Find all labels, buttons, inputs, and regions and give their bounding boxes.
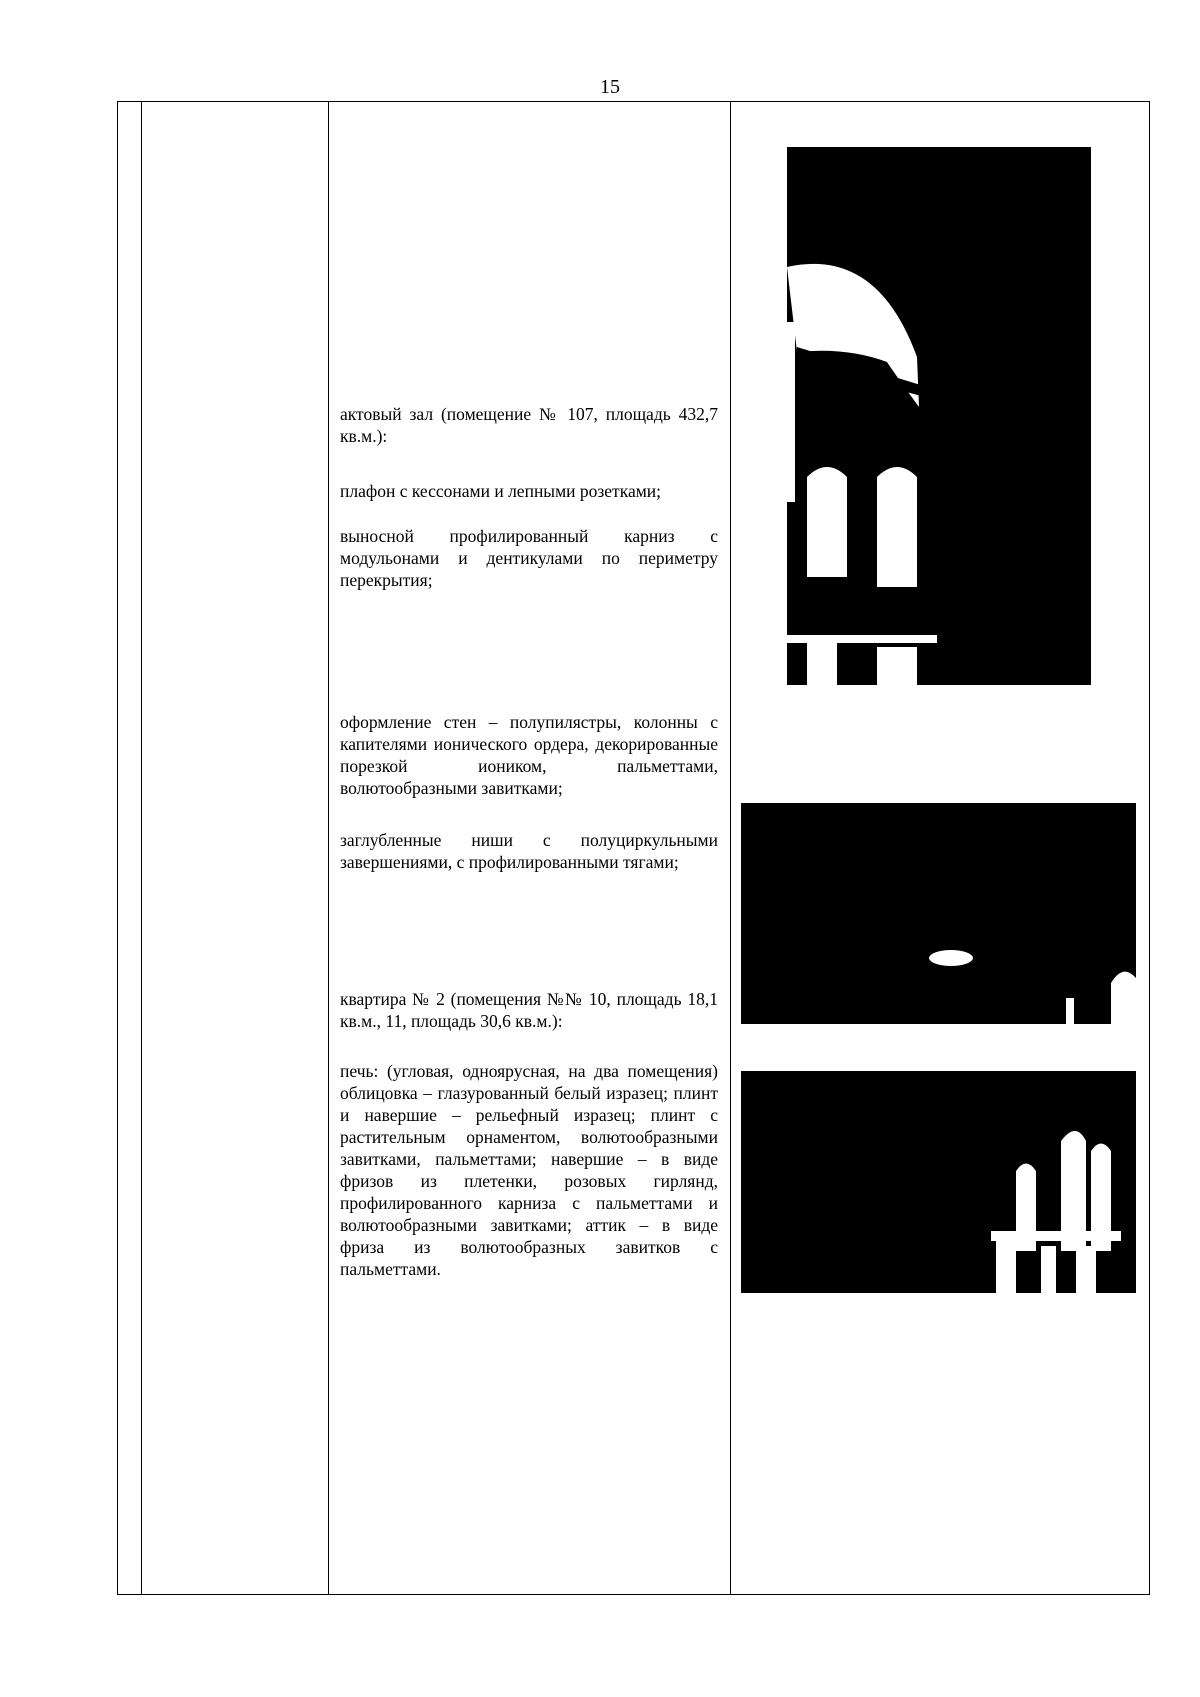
table-column-divider [141, 102, 142, 1594]
table-column-divider [730, 102, 731, 1594]
paragraph-ceiling: плафон с кессонами и лепными розетками; [340, 481, 662, 501]
paragraph-niches: заглубленные ниши с полуциркульными завершениями, с профилированными тягами; [340, 830, 718, 872]
paragraph-wall-decoration: оформление стен – полупилястры, колонны с капителями ионического ордера, декорированные порезкой иоником, пальметтами, волютообразными завитками; [340, 712, 718, 798]
paragraph-stove: печь: (угловая, одноярусная, на два помещения) облицовка – глазурованный белый изразец; плинт и навершие – рельефный изразец; плинт с растительным орнаментом, волютообразными завитками, пальметтами; навершие – в виде фризов из плетенки, розовых гирлянд, профилированного карниза с пальметтами и волютообразными завитками; аттик – в виде фриза из волютообразных завитков с пальметтами. [340, 1061, 718, 1279]
photo-hall-ceiling [741, 803, 1136, 1024]
paragraph-cornice: выносной профилированный карниз с модульонами и дентикулами по периметру перекрытия; [340, 526, 718, 590]
table-column-divider [328, 102, 329, 1594]
photo-hall-interior [787, 147, 1091, 685]
page-number: 15 [600, 76, 620, 98]
photo-hall-windows [741, 1071, 1136, 1293]
paragraph-apartment: квартира № 2 (помещения №№ 10, площадь 18,1 кв.м., 11, площадь 30,6 кв.м.): [340, 989, 718, 1031]
paragraph-assembly-hall: актовый зал (помещение № 107, площадь 432,7 кв.м.): [340, 404, 718, 446]
